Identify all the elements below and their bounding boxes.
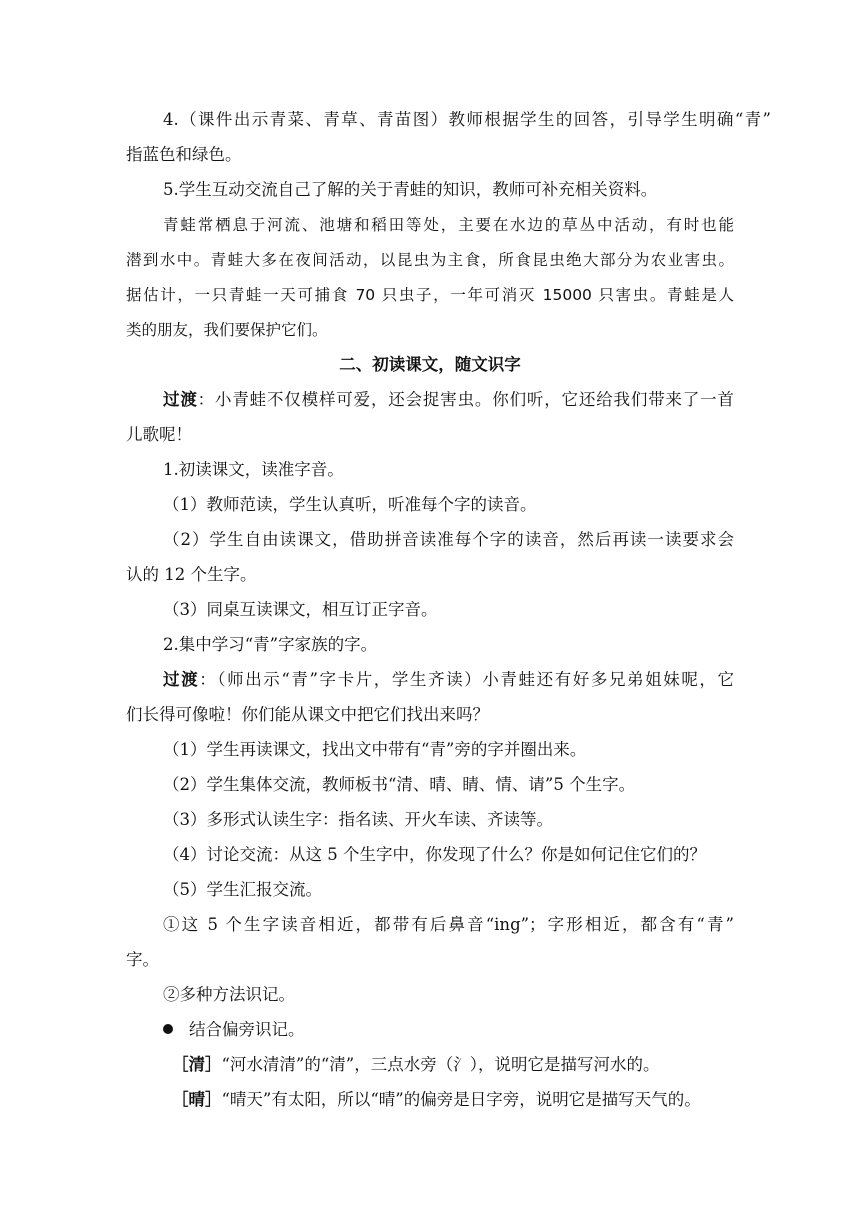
- bullet-text: 结合偏旁识记。: [189, 1020, 305, 1039]
- step-2-item-3: （3）多形式认读生字：指名读、开火车读、齐读等。: [163, 810, 553, 829]
- transition-label: 过渡: [163, 390, 198, 409]
- step-2-item-4: （4）讨论交流：从这 5 个生字中，你发现了什么？你是如何记住它们的？: [163, 845, 706, 864]
- transition-text: ：（师出示“青”字卡片，学生齐读）小青蛙还有好多兄弟姐妹呢，它: [199, 670, 735, 689]
- step-2-item-2: （2）学生集体交流，教师板书“清、晴、睛、情、请”5 个生字。: [163, 775, 636, 794]
- transition-2-line-1: [163, 670, 734, 690]
- char-explanation: “河水清清”的“清”，三点水旁（氵），说明它是描写河水的。: [221, 1055, 660, 1074]
- step-1-item-1: （1）教师范读，学生认真听，听准每个字的读音。: [163, 495, 537, 514]
- bullet-icon: [163, 1024, 173, 1034]
- step-2-item-1: （1）学生再读课文，找出文中带有“青”旁的字并圈出来。: [163, 740, 587, 759]
- transition-1-line-1: [163, 390, 734, 410]
- char-explanation: “晴天”有太阳，所以“晴”的偏旁是日字旁，说明它是描写天气的。: [221, 1090, 701, 1109]
- char-qing-water: [172, 1055, 660, 1075]
- step-1-item-3: （3）同桌互读课文，相互订正字音。: [163, 600, 438, 619]
- finding-1-line-2: 字。: [126, 950, 159, 969]
- section-heading: 二、初读课文，随文识字: [339, 355, 521, 374]
- step-1-item-2-line-1: （2）学生自由读课文，借助拼音读准每个字的读音，然后再读一读要求会: [163, 530, 734, 549]
- frog-info-line-2: 潜到水中。青蛙大多在夜间活动，以昆虫为主食，所食昆虫绝大部分为农业害虫。: [126, 251, 734, 269]
- frog-info-line-1: 青蛙常栖息于河流、池塘和稻田等处，主要在水边的草丛中活动，有时也能: [163, 216, 734, 234]
- char-qing-sunny: [172, 1090, 701, 1110]
- paragraph-4-line-2: 指蓝色和绿色。: [126, 145, 242, 164]
- bullet-item: [163, 1020, 305, 1040]
- paragraph-4-line-1: 4.（课件出示青菜、青草、青苗图）教师根据学生的回答，引导学生明确“青”: [163, 110, 771, 129]
- finding-1-line-1: ①这 5 个生字读音相近，都带有后鼻音“ing”；字形相近，都含有“青”: [163, 915, 734, 934]
- frog-info-line-4: 类的朋友，我们要保护它们。: [126, 321, 328, 339]
- finding-2: ②多种方法识记。: [163, 985, 295, 1004]
- step-2-item-5: （5）学生汇报交流。: [163, 880, 322, 899]
- step-1-heading: 1.初读课文，读准字音。: [163, 460, 344, 479]
- frog-info-line-3: 据估计，一只青蛙一天可捕食 70 只虫子，一年可消灭 15000 只害虫。青蛙是人: [126, 286, 734, 304]
- step-1-item-2-line-2: 认的 12 个生字。: [126, 565, 257, 584]
- transition-text: ：小青蛙不仅模样可爱，还会捉害虫。你们听，它还给我们带来了一首: [197, 390, 734, 409]
- paragraph-5: 5.学生互动交流自己了解的关于青蛙的知识，教师可补充相关资料。: [163, 180, 658, 199]
- transition-label: 过渡: [163, 670, 200, 689]
- char-label: ［晴］: [172, 1090, 222, 1109]
- transition-1-line-2: 儿歌呢！: [126, 425, 192, 444]
- step-2-heading: 2.集中学习“青”字家族的字。: [163, 635, 378, 654]
- char-label: ［清］: [172, 1055, 222, 1074]
- transition-2-line-2: 们长得可像啦！你们能从课文中把它们找出来吗？: [126, 705, 489, 724]
